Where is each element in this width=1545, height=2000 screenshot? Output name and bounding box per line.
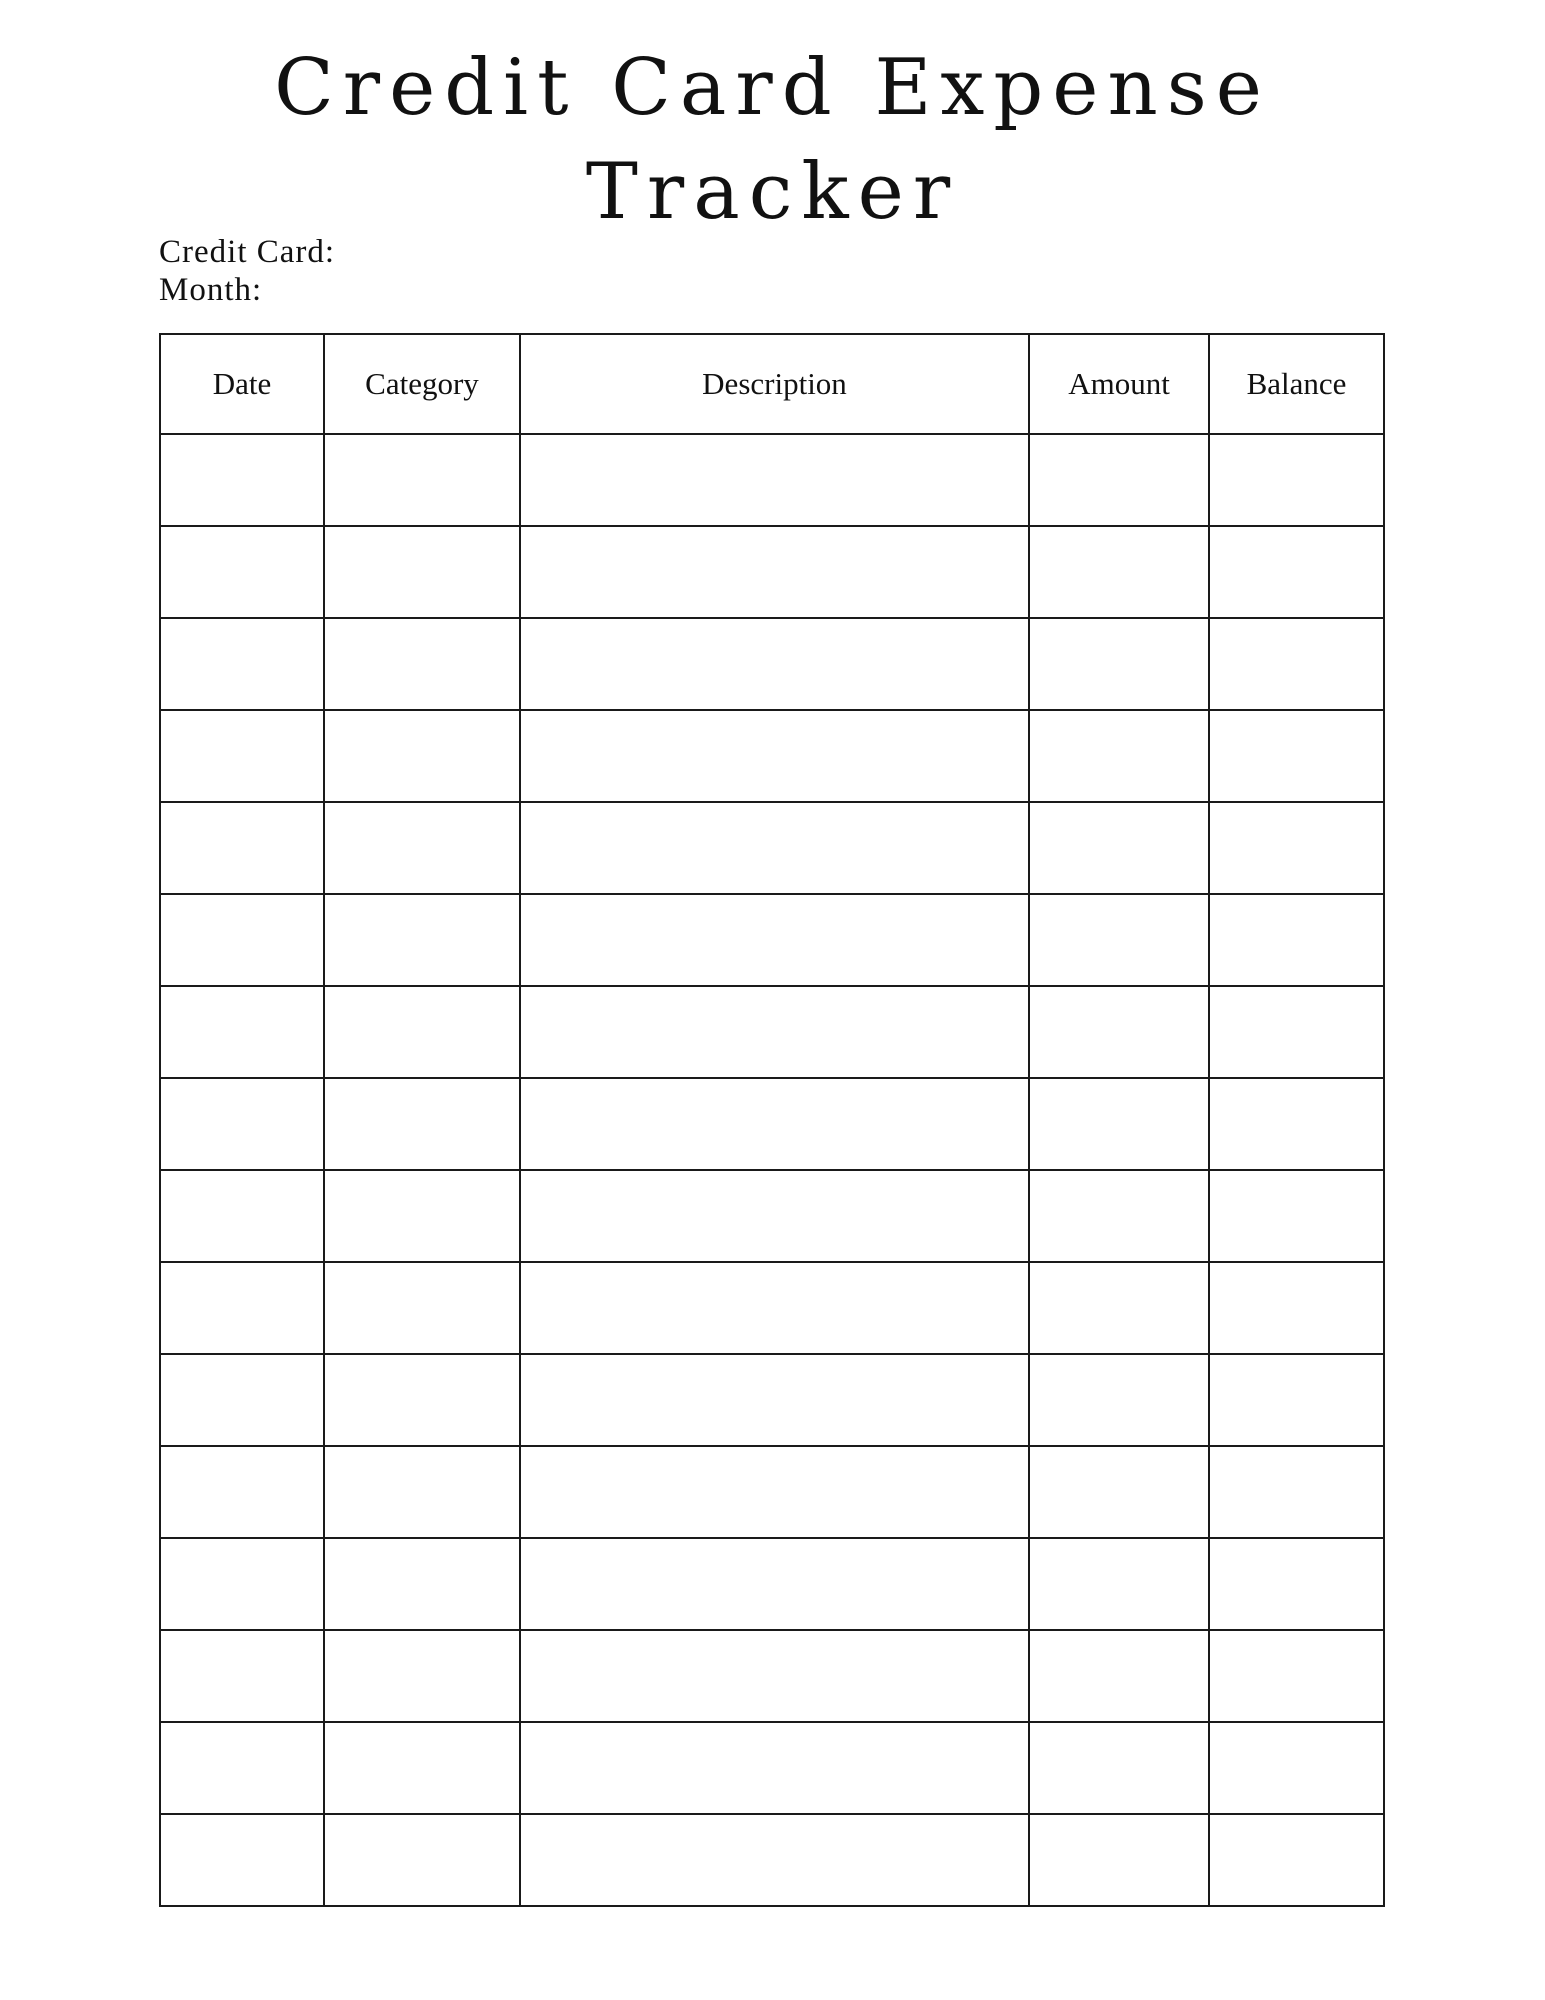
- cell-date[interactable]: [160, 1170, 324, 1262]
- cell-date[interactable]: [160, 1354, 324, 1446]
- cell-balance[interactable]: [1209, 434, 1384, 526]
- cell-date[interactable]: [160, 1814, 324, 1906]
- cell-category[interactable]: [324, 1078, 520, 1170]
- cell-date[interactable]: [160, 986, 324, 1078]
- cell-description[interactable]: [520, 1262, 1029, 1354]
- credit-card-label: Credit Card:: [159, 234, 336, 270]
- cell-amount[interactable]: [1029, 1078, 1209, 1170]
- cell-amount[interactable]: [1029, 1814, 1209, 1906]
- cell-amount[interactable]: [1029, 1170, 1209, 1262]
- expense-table: [159, 333, 1385, 1907]
- table-row: [160, 1446, 1384, 1538]
- tracker-fields: [159, 233, 335, 309]
- cell-category[interactable]: [324, 1446, 520, 1538]
- cell-amount[interactable]: [1029, 526, 1209, 618]
- header-amount: Amount: [1029, 334, 1209, 434]
- header-balance: Balance: [1209, 334, 1384, 434]
- table-row: [160, 802, 1384, 894]
- table-row: [160, 1262, 1384, 1354]
- cell-date[interactable]: [160, 1262, 324, 1354]
- cell-description[interactable]: [520, 618, 1029, 710]
- cell-amount[interactable]: [1029, 894, 1209, 986]
- cell-balance[interactable]: [1209, 1722, 1384, 1814]
- cell-amount[interactable]: [1029, 1630, 1209, 1722]
- cell-amount[interactable]: [1029, 1722, 1209, 1814]
- cell-balance[interactable]: [1209, 1078, 1384, 1170]
- cell-description[interactable]: [520, 1814, 1029, 1906]
- cell-date[interactable]: [160, 1722, 324, 1814]
- cell-date[interactable]: [160, 434, 324, 526]
- cell-category[interactable]: [324, 1630, 520, 1722]
- cell-balance[interactable]: [1209, 710, 1384, 802]
- title-line-1: Credit Card Expense: [274, 43, 1271, 133]
- cell-amount[interactable]: [1029, 802, 1209, 894]
- cell-amount[interactable]: [1029, 710, 1209, 802]
- cell-amount[interactable]: [1029, 1446, 1209, 1538]
- cell-description[interactable]: [520, 1630, 1029, 1722]
- cell-description[interactable]: [520, 894, 1029, 986]
- cell-amount[interactable]: [1029, 434, 1209, 526]
- cell-balance[interactable]: [1209, 618, 1384, 710]
- header-date: Date: [160, 334, 324, 434]
- table-row: [160, 894, 1384, 986]
- cell-category[interactable]: [324, 1262, 520, 1354]
- cell-date[interactable]: [160, 1630, 324, 1722]
- table-row: [160, 710, 1384, 802]
- cell-balance[interactable]: [1209, 1170, 1384, 1262]
- cell-description[interactable]: [520, 434, 1029, 526]
- table-header-row: [160, 334, 1384, 434]
- cell-amount[interactable]: [1029, 618, 1209, 710]
- cell-balance[interactable]: [1209, 526, 1384, 618]
- cell-category[interactable]: [324, 1538, 520, 1630]
- cell-category[interactable]: [324, 434, 520, 526]
- cell-date[interactable]: [160, 894, 324, 986]
- page-title: [0, 36, 1545, 244]
- cell-description[interactable]: [520, 1354, 1029, 1446]
- cell-category[interactable]: [324, 1170, 520, 1262]
- cell-date[interactable]: [160, 802, 324, 894]
- cell-amount[interactable]: [1029, 1354, 1209, 1446]
- cell-category[interactable]: [324, 1354, 520, 1446]
- cell-balance[interactable]: [1209, 1354, 1384, 1446]
- cell-balance[interactable]: [1209, 1446, 1384, 1538]
- header-category: Category: [324, 334, 520, 434]
- cell-amount[interactable]: [1029, 986, 1209, 1078]
- cell-balance[interactable]: [1209, 1262, 1384, 1354]
- cell-amount[interactable]: [1029, 1262, 1209, 1354]
- table-row: [160, 526, 1384, 618]
- table-row: [160, 1630, 1384, 1722]
- table-row: [160, 986, 1384, 1078]
- cell-balance[interactable]: [1209, 1630, 1384, 1722]
- title-line-2: Tracker: [585, 147, 960, 237]
- cell-description[interactable]: [520, 710, 1029, 802]
- table-body: [160, 434, 1384, 1906]
- table-row: [160, 1354, 1384, 1446]
- cell-description[interactable]: [520, 802, 1029, 894]
- cell-category[interactable]: [324, 1814, 520, 1906]
- cell-date[interactable]: [160, 618, 324, 710]
- cell-category[interactable]: [324, 1722, 520, 1814]
- cell-balance[interactable]: [1209, 894, 1384, 986]
- table-row: [160, 1722, 1384, 1814]
- cell-balance[interactable]: [1209, 1538, 1384, 1630]
- table-row: [160, 1170, 1384, 1262]
- cell-amount[interactable]: [1029, 1538, 1209, 1630]
- cell-date[interactable]: [160, 1446, 324, 1538]
- cell-description[interactable]: [520, 1170, 1029, 1262]
- cell-description[interactable]: [520, 1538, 1029, 1630]
- cell-category[interactable]: [324, 802, 520, 894]
- cell-category[interactable]: [324, 710, 520, 802]
- cell-balance[interactable]: [1209, 802, 1384, 894]
- cell-description[interactable]: [520, 526, 1029, 618]
- cell-date[interactable]: [160, 710, 324, 802]
- table-row: [160, 1078, 1384, 1170]
- cell-category[interactable]: [324, 894, 520, 986]
- month-label: Month:: [159, 272, 263, 308]
- cell-category[interactable]: [324, 526, 520, 618]
- header-description: Description: [520, 334, 1029, 434]
- cell-description[interactable]: [520, 1722, 1029, 1814]
- cell-category[interactable]: [324, 618, 520, 710]
- table-row: [160, 1814, 1384, 1906]
- cell-description[interactable]: [520, 1078, 1029, 1170]
- table-row: [160, 618, 1384, 710]
- cell-date[interactable]: [160, 1538, 324, 1630]
- table-row: [160, 434, 1384, 526]
- cell-description[interactable]: [520, 1446, 1029, 1538]
- cell-balance[interactable]: [1209, 1814, 1384, 1906]
- cell-category[interactable]: [324, 986, 520, 1078]
- cell-date[interactable]: [160, 1078, 324, 1170]
- table-row: [160, 1538, 1384, 1630]
- cell-balance[interactable]: [1209, 986, 1384, 1078]
- cell-date[interactable]: [160, 526, 324, 618]
- cell-description[interactable]: [520, 986, 1029, 1078]
